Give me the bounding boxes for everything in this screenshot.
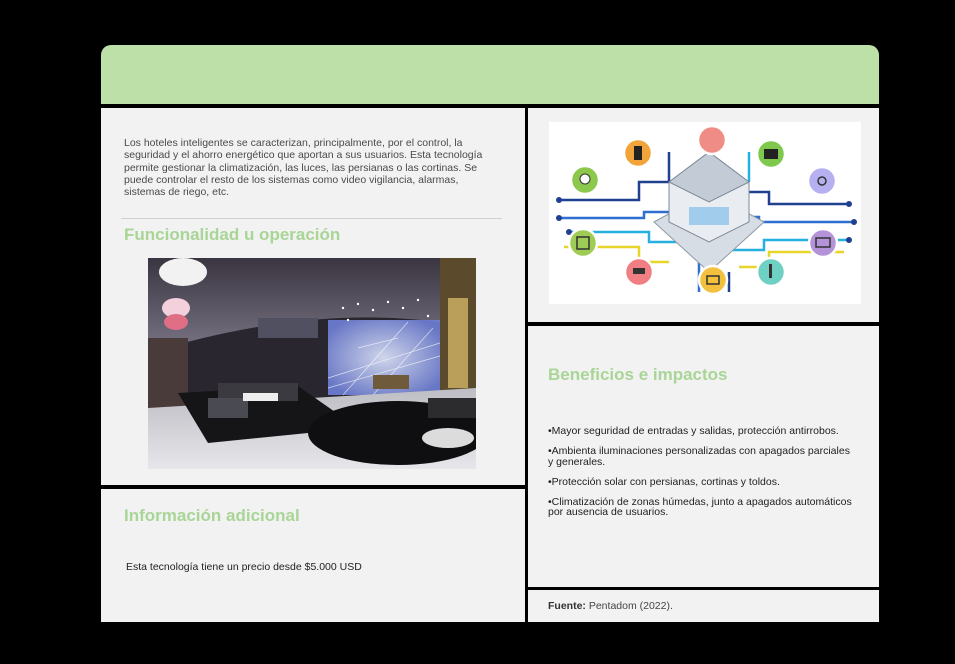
smart-home-illustration [549,122,861,304]
source-panel [528,590,879,622]
source-citation [548,600,673,612]
benefits-heading: Beneficios e impactos [548,365,728,384]
source-label: Fuente: [548,600,586,612]
intro-paragraph: Los hoteles inteligentes se caracterizan, principalmente, por el control, la seguridad y el ahorro energético que aportan a sus usuarios. Esta tecnología permite gestionar la climatización, las luces, las persianas o las cortinas. Se puede controlar el resto de los sistemas como video vigilancia, alarmas, sistemas de riego, etc. [124,137,483,199]
benefit-item: •Climatización de zonas húmedas, junto a apagados automáticos por ausencia de usuarios. [548,495,852,518]
section-divider [121,218,502,219]
additional-info-panel [101,489,525,622]
header-band [101,45,879,104]
functionality-heading: Funcionalidad u operación [124,225,341,244]
benefit-item: •Ambienta iluminaciones personalizadas con apagados parciales y generales. [548,445,850,468]
benefits-panel [528,326,879,587]
additional-info-heading: Información adicional [124,506,300,525]
smart-home-panel [528,108,879,322]
hotel-lobby-photo [148,258,476,469]
intro-panel [101,108,525,485]
source-value: Pentadom (2022). [588,600,673,612]
price-text: Esta tecnología tiene un precio desde $5.000 USD [126,561,362,573]
benefit-item: •Protección solar con persianas, cortinas y toldos. [548,475,780,488]
benefits-list [548,426,858,527]
benefit-item: •Mayor seguridad de entradas y salidas, protección antirrobos. [548,425,839,437]
